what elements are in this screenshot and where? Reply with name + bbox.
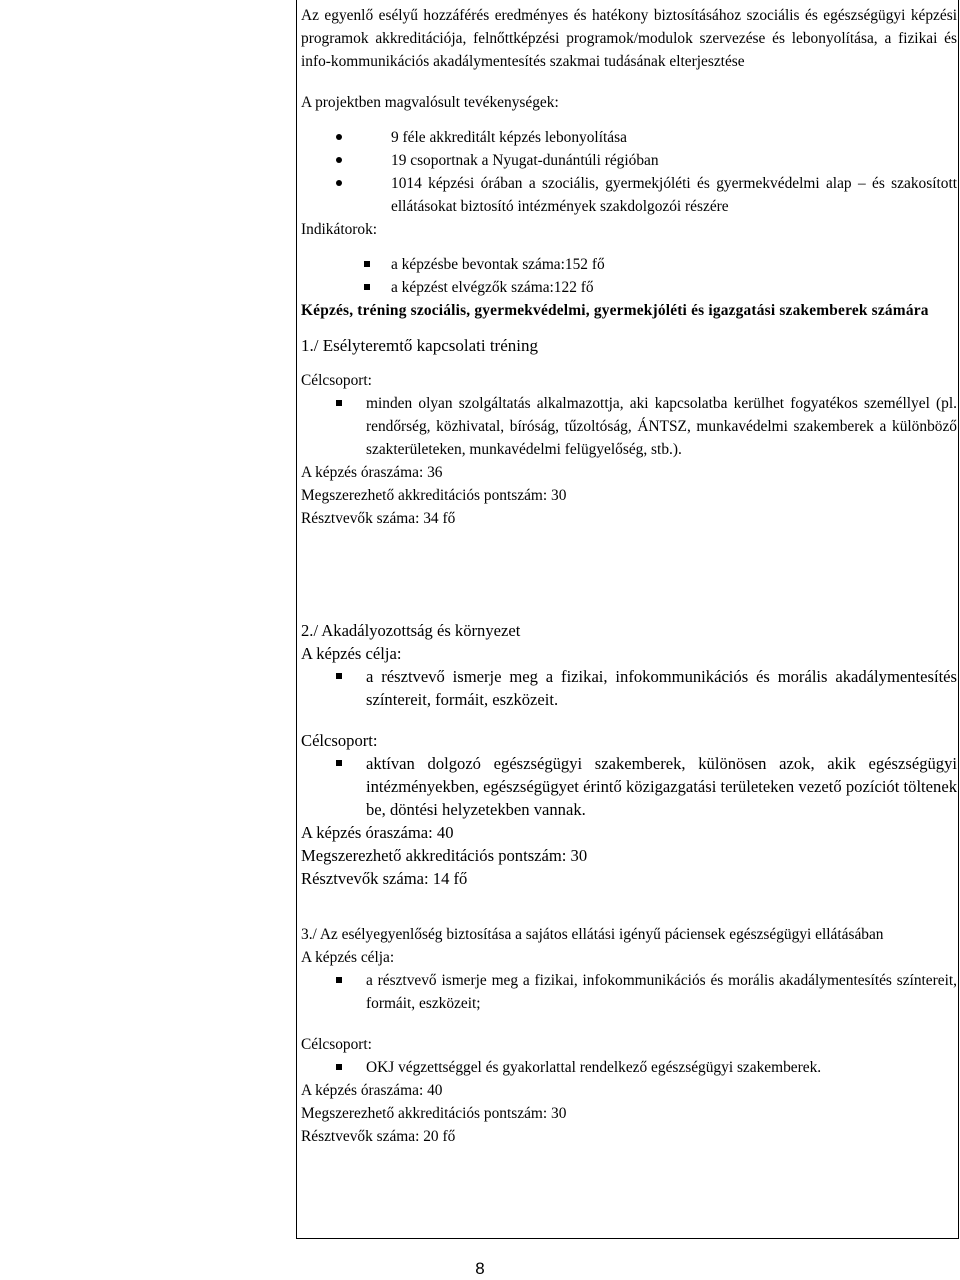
list-item: 1014 képzési órában a szociális, gyermekjóléti és gyermekvédelmi alap – és szakosított ellátásokat biztosító intézmények szakdolgozói részére bbox=[301, 172, 957, 218]
section-title: 2./ Akadályozottság és környezet bbox=[301, 621, 521, 640]
goal-list bbox=[301, 665, 957, 711]
list-item: a képzést elvégzők száma:122 fő bbox=[301, 276, 957, 299]
target-list bbox=[301, 752, 957, 821]
activities-heading: A projektben magvalósult tevékenységek: bbox=[301, 94, 559, 111]
list-item: aktívan dolgozó egészségügyi szakemberek, különösen azok, akik egészségügyi intézményekben, egészségügyet érintő közigazgatási területeken vezető pozíciót töltenek be, döntési helyzetekben vannak. bbox=[301, 752, 957, 821]
participants-line: Résztvevők száma: 14 fő bbox=[301, 869, 468, 888]
list-item: OKJ végzettséggel és gyakorlattal rendelkező egészségügyi szakemberek. bbox=[301, 1056, 957, 1079]
goal-list bbox=[301, 969, 957, 1015]
target-list bbox=[301, 392, 957, 461]
hours-line: A képzés óraszáma: 40 bbox=[301, 1082, 443, 1099]
section-title: 1./ Esélyteremtő kapcsolati tréning bbox=[301, 336, 538, 355]
intro-paragraph: Az egyenlő esélyű hozzáférés eredményes és hatékony biztosításához szociális és egészségügyi képzési programok akkreditációja, felnőttképzési programok/modulok szervezése és lebonyolítása, a fizikai és info-kommunikációs akadálymentesítés szakmai tudásának elterjesztése bbox=[301, 7, 957, 70]
table-cell-content-2 bbox=[301, 619, 957, 890]
participants-line: Résztvevők száma: 20 fő bbox=[301, 1128, 456, 1145]
hours-line: A képzés óraszáma: 40 bbox=[301, 823, 454, 842]
bold-heading: Képzés, tréning szociális, gyermekvédelmi, gyermekjóléti és igazgatási szakemberek számára bbox=[301, 302, 929, 319]
list-item: 19 csoportnak a Nyugat-dunántúli régióban bbox=[301, 149, 957, 172]
goal-label: A képzés célja: bbox=[301, 949, 395, 966]
target-label: Célcsoport: bbox=[301, 1036, 372, 1053]
table-cell-content-3 bbox=[301, 923, 957, 1148]
goal-label: A képzés célja: bbox=[301, 644, 402, 663]
list-item: minden olyan szolgáltatás alkalmazottja, aki kapcsolatba kerülhet fogyatékos személlyel (pl. rendőrség, közhivatal, bíróság, tűzoltóság, ÁNTSZ, munkavédelmi szakemberek a különböző szakterületeken, munkavédelmi felügyelőség, stb.). bbox=[301, 392, 957, 461]
section-title: 3./ Az esélyegyenlőség biztosítása a sajátos ellátási igényű páciensek egészségügyi ellátásában bbox=[301, 926, 884, 943]
list-item: a résztvevő ismerje meg a fizikai, infokommunikációs és morális akadálymentesítés színtereit, formáit, eszközeit; bbox=[301, 969, 957, 1015]
list-item: a résztvevő ismerje meg a fizikai, infokommunikációs és morális akadálymentesítés színtereit, formáit, eszközeit. bbox=[301, 665, 957, 711]
target-list bbox=[301, 1056, 957, 1079]
table-cell-content bbox=[301, 4, 957, 530]
list-item: 9 féle akkreditált képzés lebonyolítása bbox=[301, 126, 957, 149]
indicators-list bbox=[301, 253, 957, 299]
page-number: 8 bbox=[475, 1259, 485, 1278]
points-line: Megszerezhető akkreditációs pontszám: 30 bbox=[301, 846, 588, 865]
hours-line: A képzés óraszáma: 36 bbox=[301, 464, 443, 481]
participants-line: Résztvevők száma: 34 fő bbox=[301, 510, 456, 527]
activities-list bbox=[301, 126, 957, 218]
points-line: Megszerezhető akkreditációs pontszám: 30 bbox=[301, 1105, 567, 1122]
target-label: Célcsoport: bbox=[301, 372, 372, 389]
list-item: a képzésbe bevontak száma:152 fő bbox=[301, 253, 957, 276]
target-label: Célcsoport: bbox=[301, 731, 378, 750]
points-line: Megszerezhető akkreditációs pontszám: 30 bbox=[301, 487, 567, 504]
indicators-heading: Indikátorok: bbox=[301, 221, 378, 238]
